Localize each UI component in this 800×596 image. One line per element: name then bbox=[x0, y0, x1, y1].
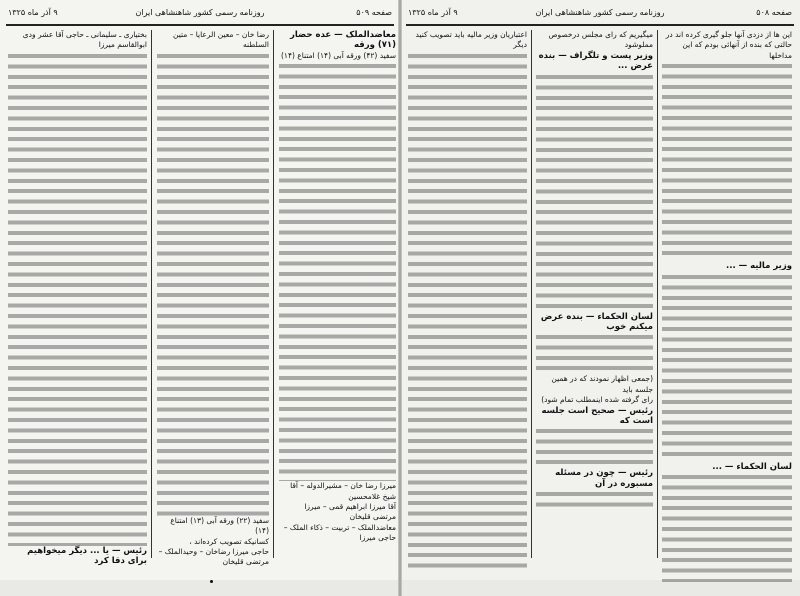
text-block bbox=[157, 51, 269, 516]
heading: وزیر مالیه — ... bbox=[726, 261, 792, 272]
heading: لسان الحکماء — ... bbox=[712, 461, 792, 472]
text-line: معاضدالملک – تربیت – ذکاء الملک – حاجی میرزا bbox=[283, 522, 396, 543]
column-2 bbox=[532, 30, 657, 560]
left-page bbox=[0, 0, 400, 580]
column-1 bbox=[275, 30, 400, 560]
text-block bbox=[8, 51, 147, 546]
text-block bbox=[662, 272, 792, 462]
text-block bbox=[536, 426, 653, 468]
text-line: رای گرفته شده اینمطلب تمام شود) bbox=[541, 395, 653, 405]
heading: رئیس — یا ... دیگر میخواهیم برای دقا کرد bbox=[27, 545, 147, 567]
text-block bbox=[536, 332, 653, 374]
text-line: سفید (۲۲) ورقه آبی (۱۳) امتناع (۱۴) bbox=[170, 515, 269, 536]
page-number: صفحه ۵۰۸ bbox=[756, 8, 792, 17]
text-line: (جمعی اظهار نمودند که در همین جلسه باید bbox=[551, 374, 653, 394]
page-mark bbox=[210, 580, 213, 583]
text-block bbox=[279, 61, 396, 481]
newspaper-title: روزنامه رسمی کشور شاهنشاهی ایران bbox=[535, 8, 665, 17]
text-line: میرزا رضا خان – مشیرالدوله – آقا شیخ غلامحسین bbox=[290, 481, 396, 501]
right-page bbox=[400, 0, 800, 580]
page-date: ۹ آذر ماه ۱۳۲۵ bbox=[8, 8, 58, 17]
page-date: ۹ آذر ماه ۱۳۲۵ bbox=[408, 8, 458, 17]
heading: رئیس — صحیح است جلسه است که bbox=[541, 405, 653, 427]
header-rule bbox=[6, 24, 394, 26]
text-block bbox=[536, 72, 653, 312]
text-line: اعتباریان وزیر مالیه باید تصویب کنید دیگر bbox=[415, 30, 527, 50]
column-divider bbox=[273, 30, 274, 558]
text-block bbox=[408, 51, 527, 571]
text-line: بختیاری ـ سلیمانی ـ حاجی آقا عشر ودی ابوالقاسم میرزا bbox=[22, 30, 147, 50]
page-number: صفحه ۵۰۹ bbox=[356, 8, 392, 17]
column-divider bbox=[531, 30, 532, 558]
column-3 bbox=[404, 30, 531, 560]
text-line: این ها از دزدی آنها جلو گیری کرده اند در bbox=[665, 30, 792, 39]
column-3 bbox=[4, 30, 151, 567]
column-divider bbox=[151, 30, 152, 558]
heading: وزیر پست و تلگراف — بنده عرض ... bbox=[538, 50, 653, 72]
heading: لسان الحکماء — بنده عرض میکنم خوب bbox=[540, 311, 653, 333]
text-block bbox=[662, 472, 792, 582]
book-spine bbox=[398, 0, 402, 596]
column-1 bbox=[658, 30, 796, 560]
text-line: آقا میرزا ابراهیم قمی – میرزا مرتضی قلیخان bbox=[304, 502, 396, 522]
text-line: حاجی میرزا رضاخان – وحیدالملک – مرتضی قلیخان bbox=[158, 547, 269, 567]
text-line: حالتی که بنده از آنهائی بودم که این مداخلها bbox=[682, 40, 792, 60]
page-header bbox=[8, 8, 392, 22]
newspaper-title: روزنامه رسمی کشور شاهنشاهی ایران bbox=[135, 8, 265, 17]
page-header bbox=[408, 8, 792, 22]
text-line: کسانیکه تصویب کرده‌اند ، bbox=[189, 536, 269, 546]
header-rule bbox=[406, 24, 794, 26]
text-block bbox=[536, 489, 653, 509]
column-2 bbox=[153, 30, 273, 567]
heading: رئیس — چون در مسئله مسبوره در آن bbox=[555, 468, 653, 489]
text-line: سفید (۴۲) ورقه آبی (۱۴) امتناع (۱۴) bbox=[280, 50, 396, 60]
text-block bbox=[662, 61, 792, 261]
heading: معاضدالملک — عده حضار (۷۱) ورقه bbox=[289, 30, 396, 51]
text-line: میگیریم که رای مجلس درخصوص مملوشود bbox=[548, 30, 653, 50]
text-line: رضا خان – معین الرعایا – متین السلطنه bbox=[172, 30, 269, 50]
column-divider bbox=[657, 30, 658, 558]
